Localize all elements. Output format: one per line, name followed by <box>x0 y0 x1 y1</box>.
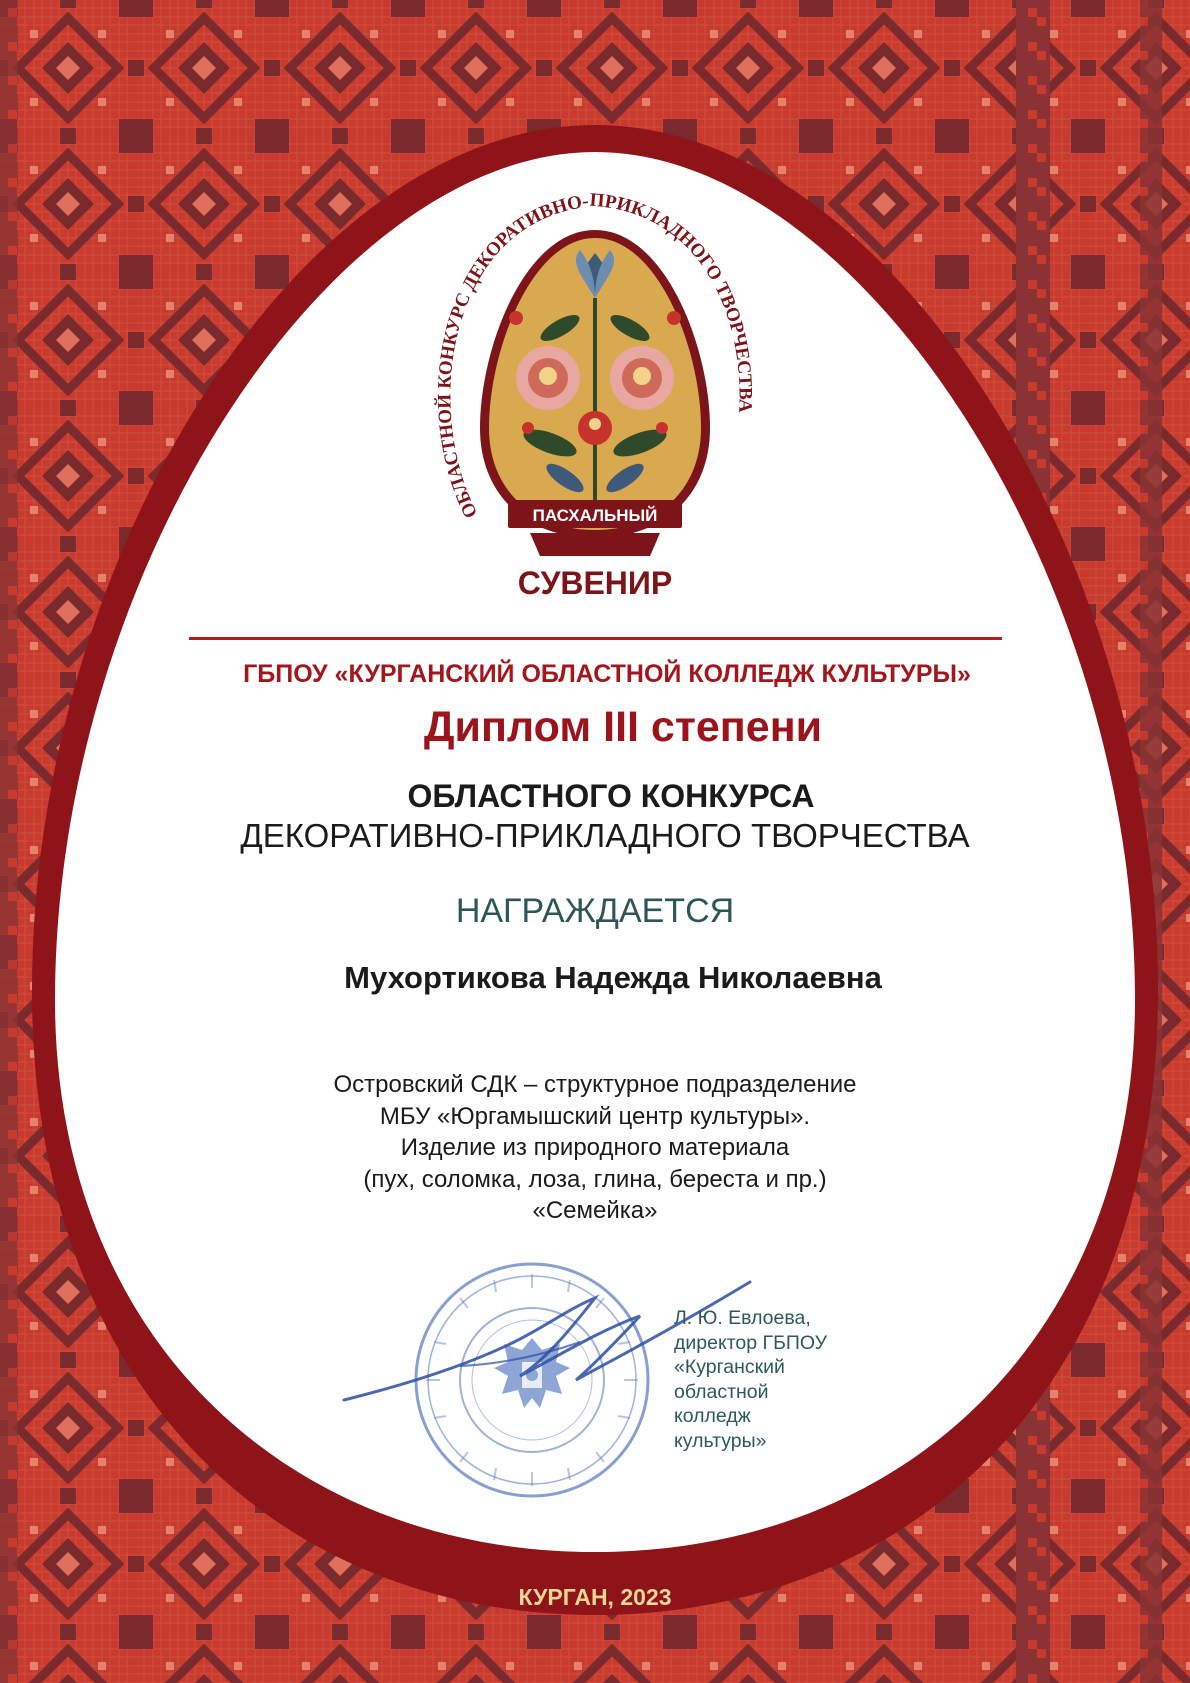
footer-place-year: КУРГАН, 2023 <box>518 1584 672 1610</box>
college-name: ГБПОУ «КУРГАНСКИЙ ОБЛАСТНОЙ КОЛЛЕДЖ КУЛЬТУРЫ» <box>243 660 971 688</box>
contest-line-1: ОБЛАСТНОГО КОНКУРСА <box>407 778 815 814</box>
details-line: (пух, соломка, лоза, глина, береста и пр.) <box>363 1165 827 1193</box>
signer-line: директор ГБПОУ <box>674 1331 828 1354</box>
logo-title: СУВЕНИР <box>517 565 673 601</box>
details-line: «Семейка» <box>532 1197 658 1224</box>
contest-line-2: ДЕКОРАТИВНО-ПРИКЛАДНОГО ТВОРЧЕСТВА <box>240 817 970 854</box>
contest-logo <box>430 178 760 618</box>
signer-line: Л. Ю. Евлоева, <box>674 1307 811 1329</box>
signer-line: культуры» <box>674 1429 767 1452</box>
awardee-name: Мухортикова Надежда Николаевна <box>344 960 882 995</box>
details-line: Изделие из природного материала <box>400 1134 790 1161</box>
logo-arc-text: ОБЛАСТНОЙ КОНКУРС ДЕКОРАТИВНО-ПРИКЛАДНОГО ТВОРЧЕСТВА <box>434 189 756 522</box>
details-line: Островский СДК – структурное подразделение <box>333 1071 857 1098</box>
signer-line: «Курганский <box>674 1356 785 1378</box>
signer-line: областной <box>674 1380 769 1403</box>
award-details <box>0 1069 1190 1227</box>
details-line: МБУ «Юргамышский центр культуры». <box>379 1102 811 1130</box>
logo-ribbon-text: ПАСХАЛЬНЫЙ <box>532 506 658 525</box>
awarded-label: НАГРАЖДАЕТСЯ <box>455 892 735 930</box>
signer-block <box>674 1306 827 1453</box>
header-divider <box>189 637 1002 640</box>
diploma-title: Диплом III степени <box>423 703 823 751</box>
signer-line: колледж <box>674 1405 751 1427</box>
